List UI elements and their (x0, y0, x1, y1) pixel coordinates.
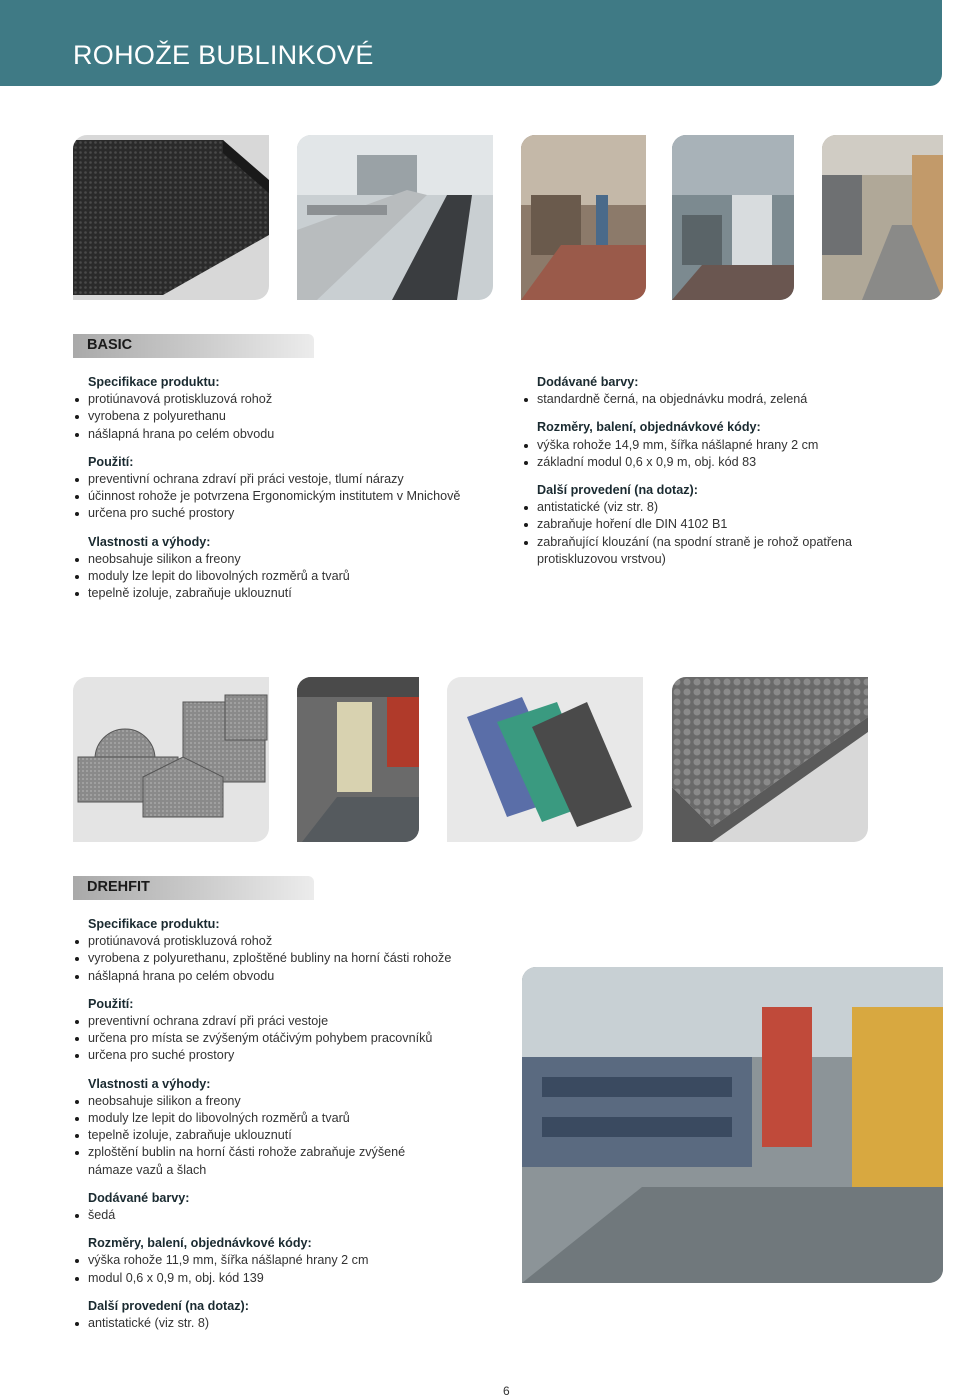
list-item: účinnost rohože je potvrzena Ergonomickým institutem v Mnichově (73, 488, 493, 505)
drehfit-colors-list (73, 1207, 503, 1224)
header-band (0, 0, 942, 86)
list-item: neobsahuje silikon a freony (73, 551, 493, 568)
drehfit-column (73, 916, 503, 1343)
list-item: protiúnavová protiskluzová rohož (73, 933, 503, 950)
basic-variants-list (522, 499, 902, 568)
list-item: neobsahuje silikon a freony (73, 1093, 503, 1110)
basic-features-list (73, 551, 493, 603)
drehfit-colors-heading: Dodávané barvy: (88, 1190, 190, 1205)
basic-use-list (73, 471, 493, 523)
list-item: určena pro suché prostory (73, 505, 493, 522)
list-item: nášlapná hrana po celém obvodu (73, 426, 493, 443)
page-title: ROHOŽE BUBLINKOVÉ (73, 40, 374, 70)
list-item: zploštění bublin na horní části rohože zabraňuje zvýšené námaze vazů a šlach (73, 1144, 423, 1178)
section-bar-drehfit (73, 876, 314, 900)
drehfit-use-heading: Použití: (88, 996, 134, 1011)
section-title-basic: BASIC (87, 337, 133, 353)
photo-drehfit-modules (73, 677, 269, 842)
photo-basic-mat-corner (73, 135, 269, 300)
basic-colors-list (522, 391, 902, 408)
basic-spec-list (73, 391, 493, 443)
list-item: preventivní ochrana zdraví při práci vestoje (73, 1013, 503, 1030)
list-item: určena pro suché prostory (73, 1047, 503, 1064)
photo-drehfit-worker (297, 677, 419, 842)
photo-basic-factory-1 (521, 135, 646, 300)
drehfit-dimensions-heading: Rozměry, balení, objednávkové kódy: (88, 1236, 312, 1251)
photo-basic-canteen (297, 135, 493, 300)
list-item: modul 0,6 x 0,9 m, obj. kód 139 (73, 1270, 503, 1287)
list-item: výška rohože 14,9 mm, šířka nášlapné hrany 2 cm (522, 437, 902, 454)
list-item: určena pro místa se zvýšeným otáčivým pohybem pracovníků (73, 1030, 503, 1047)
section-bar-basic (73, 334, 314, 358)
basic-use-heading: Použití: (88, 454, 134, 469)
list-item: základní modul 0,6 x 0,9 m, obj. kód 83 (522, 454, 902, 471)
list-item: preventivní ochrana zdraví při práci vestoje, tlumí nárazy (73, 471, 493, 488)
list-item: tepelně izoluje, zabraňuje uklouznutí (73, 585, 493, 602)
list-item: šedá (73, 1207, 503, 1224)
basic-dimensions-list (522, 437, 902, 471)
basic-variants-heading: Další provedení (na dotaz): (537, 483, 698, 498)
list-item: moduly lze lepit do libovolných rozměrů a tvarů (73, 568, 493, 585)
drehfit-features-heading: Vlastnosti a výhody: (88, 1076, 211, 1091)
basic-features-heading: Vlastnosti a výhody: (88, 534, 211, 549)
drehfit-use-list (73, 1013, 503, 1065)
photo-basic-factory-2 (672, 135, 794, 300)
drehfit-dimensions-list (73, 1252, 503, 1286)
list-item: standardně černá, na objednávku modrá, zelená (522, 391, 902, 408)
photo-drehfit-color-samples (447, 677, 643, 842)
basic-right-column (522, 374, 902, 579)
section-title-drehfit: DREHFIT (87, 879, 150, 895)
list-item: zabraňuje hoření dle DIN 4102 B1 (522, 516, 902, 533)
photo-drehfit-bubble-surface (672, 677, 868, 842)
list-item: zabraňující klouzání (na spodní straně je rohož opatřena protiskluzovou vrstvou) (522, 534, 902, 568)
list-item: antistatické (viz str. 8) (522, 499, 902, 516)
list-item: vyrobena z polyurethanu (73, 408, 493, 425)
list-item: moduly lze lepit do libovolných rozměrů a tvarů (73, 1110, 503, 1127)
page-number: 6 (503, 1384, 510, 1398)
drehfit-spec-list (73, 933, 503, 985)
basic-spec-heading: Specifikace produktu: (88, 375, 220, 389)
photo-basic-warehouse (822, 135, 943, 300)
list-item: nášlapná hrana po celém obvodu (73, 968, 503, 985)
basic-left-column (73, 374, 493, 613)
basic-dimensions-heading: Rozměry, balení, objednávkové kódy: (537, 420, 761, 435)
drehfit-spec-heading: Specifikace produktu: (88, 917, 220, 931)
list-item: výška rohože 11,9 mm, šířka nášlapné hrany 2 cm (73, 1252, 503, 1269)
list-item: protiúnavová protiskluzová rohož (73, 391, 493, 408)
list-item: antistatické (viz str. 8) (73, 1315, 503, 1332)
drehfit-variants-heading: Další provedení (na dotaz): (88, 1298, 249, 1313)
list-item: vyrobena z polyurethanu, zploštěné bubliny na horní části rohože (73, 950, 503, 967)
list-item: tepelně izoluje, zabraňuje uklouznutí (73, 1127, 503, 1144)
basic-colors-heading: Dodávané barvy: (537, 375, 639, 389)
photo-drehfit-workplace (522, 967, 943, 1283)
drehfit-features-list (73, 1093, 503, 1179)
drehfit-variants-list (73, 1315, 503, 1332)
